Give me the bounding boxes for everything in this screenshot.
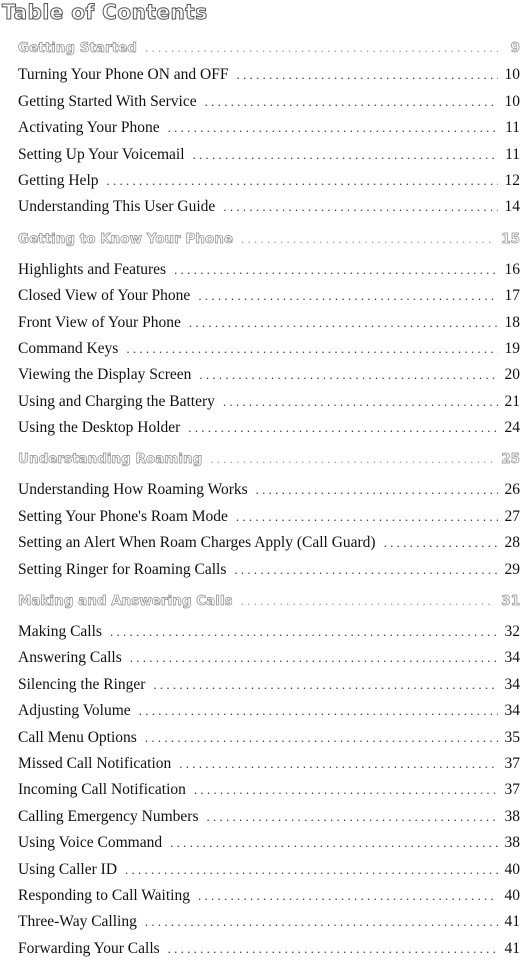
dot-leader bbox=[139, 703, 498, 719]
toc-entry[interactable] bbox=[18, 66, 520, 92]
toc-entry[interactable] bbox=[18, 534, 520, 560]
toc-entry-label: Activating Your Phone bbox=[18, 119, 160, 137]
toc-entry-page-number: 10 bbox=[504, 92, 520, 110]
toc-entry-label: Viewing the Display Screen bbox=[18, 366, 192, 384]
table-of-contents bbox=[18, 40, 520, 966]
toc-entry-page-number: 14 bbox=[504, 198, 520, 216]
toc-entry-page-number: 34 bbox=[504, 675, 520, 693]
toc-entry[interactable] bbox=[18, 834, 520, 860]
toc-entry-page-number: 34 bbox=[504, 649, 520, 667]
toc-section-heading-page-number: 15 bbox=[501, 230, 520, 247]
toc-section-heading-label: Making and Answering Calls bbox=[18, 593, 233, 610]
toc-entry[interactable] bbox=[18, 261, 520, 287]
toc-entry[interactable] bbox=[18, 393, 520, 419]
toc-entry[interactable] bbox=[18, 198, 520, 224]
toc-entry-label: Using the Desktop Holder bbox=[18, 419, 181, 437]
toc-entry-page-number: 37 bbox=[504, 781, 520, 799]
toc-entry[interactable] bbox=[18, 93, 520, 119]
toc-entry[interactable] bbox=[18, 940, 520, 966]
toc-entry-page-number: 38 bbox=[504, 834, 520, 852]
toc-entry[interactable] bbox=[18, 314, 520, 340]
toc-entry-page-number: 32 bbox=[504, 623, 520, 641]
dot-leader bbox=[179, 756, 498, 772]
toc-entry-label: Call Menu Options bbox=[18, 728, 137, 746]
toc-entry[interactable] bbox=[18, 366, 520, 392]
toc-entry-page-number: 29 bbox=[504, 560, 520, 578]
toc-entry-label: Setting Ringer for Roaming Calls bbox=[18, 560, 227, 578]
dot-leader bbox=[174, 262, 498, 278]
toc-entry-label: Setting Your Phone's Roam Mode bbox=[18, 507, 228, 525]
toc-entry[interactable] bbox=[18, 481, 520, 507]
toc-entry[interactable] bbox=[18, 561, 520, 587]
toc-entry[interactable] bbox=[18, 623, 520, 649]
toc-entry-label: Missed Call Notification bbox=[18, 754, 172, 772]
toc-entry[interactable] bbox=[18, 755, 520, 781]
dot-leader bbox=[170, 835, 498, 851]
toc-entry-page-number: 18 bbox=[504, 313, 520, 331]
dot-leader bbox=[223, 394, 498, 410]
dot-leader bbox=[145, 730, 498, 746]
toc-entry-label: Understanding This User Guide bbox=[18, 198, 216, 216]
dot-leader bbox=[110, 624, 498, 640]
toc-entry-label: Three-Way Calling bbox=[18, 913, 137, 931]
toc-entry[interactable] bbox=[18, 913, 520, 939]
toc-entry-page-number: 21 bbox=[504, 392, 520, 410]
toc-entry-page-number: 11 bbox=[505, 119, 520, 137]
toc-entry-label: Using Voice Command bbox=[18, 834, 163, 852]
toc-section-heading-label: Getting to Know Your Phone bbox=[18, 230, 234, 247]
toc-entry-page-number: 40 bbox=[504, 886, 520, 904]
dot-leader bbox=[145, 40, 498, 56]
toc-entry-label: Getting Started With Service bbox=[18, 92, 197, 110]
toc-entry-page-number: 12 bbox=[504, 171, 520, 189]
dot-leader bbox=[168, 941, 498, 957]
dot-leader bbox=[236, 67, 498, 83]
dot-leader bbox=[130, 650, 498, 666]
toc-entry-page-number: 34 bbox=[504, 702, 520, 720]
toc-entry-page-number: 16 bbox=[504, 260, 520, 278]
toc-entry-page-number: 20 bbox=[504, 366, 520, 384]
dot-leader bbox=[193, 147, 499, 163]
toc-section-heading-label: Understanding Roaming bbox=[18, 451, 203, 468]
toc-entry-page-number: 19 bbox=[504, 339, 520, 357]
toc-entry-label: Front View of Your Phone bbox=[18, 313, 181, 331]
toc-entry[interactable] bbox=[18, 702, 520, 728]
dot-leader bbox=[199, 367, 498, 383]
toc-section-heading[interactable] bbox=[18, 40, 520, 66]
toc-entry[interactable] bbox=[18, 508, 520, 534]
toc-entry[interactable] bbox=[18, 887, 520, 913]
dot-leader bbox=[188, 420, 498, 436]
dot-leader bbox=[223, 199, 498, 215]
toc-entry[interactable] bbox=[18, 340, 520, 366]
toc-entry-label: Adjusting Volume bbox=[18, 702, 131, 720]
dot-leader bbox=[194, 782, 498, 798]
toc-entry-label: Setting Up Your Voicemail bbox=[18, 145, 185, 163]
toc-section-heading-page-number: 31 bbox=[501, 593, 520, 610]
toc-entry-label: Highlights and Features bbox=[18, 260, 167, 278]
toc-entry-label: Making Calls bbox=[18, 623, 102, 641]
toc-entry-page-number: 28 bbox=[504, 534, 520, 552]
page-title: Table of Contents bbox=[2, 0, 208, 24]
dot-leader bbox=[207, 809, 498, 825]
toc-entry-page-number: 35 bbox=[504, 728, 520, 746]
toc-entry-page-number: 40 bbox=[504, 860, 520, 878]
dot-leader bbox=[241, 593, 496, 609]
toc-entry-page-number: 41 bbox=[504, 939, 520, 957]
dot-leader bbox=[126, 341, 498, 357]
toc-section-heading[interactable] bbox=[18, 451, 520, 481]
toc-entry-page-number: 38 bbox=[504, 807, 520, 825]
toc-entry-label: Forwarding Your Calls bbox=[18, 939, 160, 957]
toc-entry-page-number: 27 bbox=[504, 507, 520, 525]
toc-entry-label: Using Caller ID bbox=[18, 860, 118, 878]
dot-leader bbox=[168, 120, 498, 136]
toc-entry-label: Calling Emergency Numbers bbox=[18, 807, 199, 825]
toc-entry[interactable] bbox=[18, 676, 520, 702]
toc-entry[interactable] bbox=[18, 649, 520, 675]
toc-entry-page-number: 10 bbox=[504, 66, 520, 84]
toc-entry-page-number: 37 bbox=[504, 754, 520, 772]
toc-entry[interactable] bbox=[18, 729, 520, 755]
dot-leader bbox=[153, 677, 498, 693]
toc-entry-label: Closed View of Your Phone bbox=[18, 287, 191, 305]
toc-entry-page-number: 24 bbox=[504, 419, 520, 437]
toc-entry-label: Setting an Alert When Roam Charges Apply (Call Guard) bbox=[18, 534, 376, 552]
toc-entry-label: Getting Help bbox=[18, 171, 99, 189]
dot-leader bbox=[210, 451, 495, 467]
toc-entry-label: Incoming Call Notification bbox=[18, 781, 186, 799]
toc-entry-label: Understanding How Roaming Works bbox=[18, 481, 248, 499]
toc-section-heading[interactable] bbox=[18, 593, 520, 623]
dot-leader bbox=[107, 173, 499, 189]
dot-leader bbox=[198, 288, 498, 304]
toc-section-heading-label: Getting Started bbox=[18, 40, 137, 56]
dot-leader bbox=[198, 888, 498, 904]
toc-entry[interactable] bbox=[18, 781, 520, 807]
toc-entry-label: Responding to Call Waiting bbox=[18, 886, 190, 904]
dot-leader bbox=[145, 914, 498, 930]
toc-entry[interactable] bbox=[18, 861, 520, 887]
toc-entry[interactable] bbox=[18, 419, 520, 445]
dot-leader bbox=[256, 482, 498, 498]
toc-entry-label: Turning Your Phone ON and OFF bbox=[18, 66, 229, 84]
toc-entry-page-number: 11 bbox=[505, 145, 520, 163]
toc-entry[interactable] bbox=[18, 808, 520, 834]
toc-entry-page-number: 26 bbox=[504, 481, 520, 499]
toc-section-heading-page-number: 9 bbox=[510, 40, 520, 56]
dot-leader bbox=[236, 509, 498, 525]
toc-entry-label: Command Keys bbox=[18, 339, 119, 357]
toc-entry[interactable] bbox=[18, 119, 520, 145]
dot-leader bbox=[384, 535, 498, 551]
toc-entry[interactable] bbox=[18, 287, 520, 313]
toc-entry-label: Silencing the Ringer bbox=[18, 675, 146, 693]
toc-entry[interactable] bbox=[18, 146, 520, 172]
toc-entry-page-number: 17 bbox=[504, 287, 520, 305]
toc-entry-label: Answering Calls bbox=[18, 649, 122, 667]
dot-leader bbox=[241, 231, 495, 247]
toc-section-heading-page-number: 25 bbox=[501, 451, 520, 468]
dot-leader bbox=[205, 94, 498, 110]
toc-entry[interactable] bbox=[18, 172, 520, 198]
toc-section-heading[interactable] bbox=[18, 231, 520, 261]
dot-leader bbox=[125, 862, 498, 878]
toc-entry-label: Using and Charging the Battery bbox=[18, 392, 215, 410]
toc-entry-page-number: 41 bbox=[504, 913, 520, 931]
dot-leader bbox=[189, 315, 498, 331]
dot-leader bbox=[234, 562, 498, 578]
